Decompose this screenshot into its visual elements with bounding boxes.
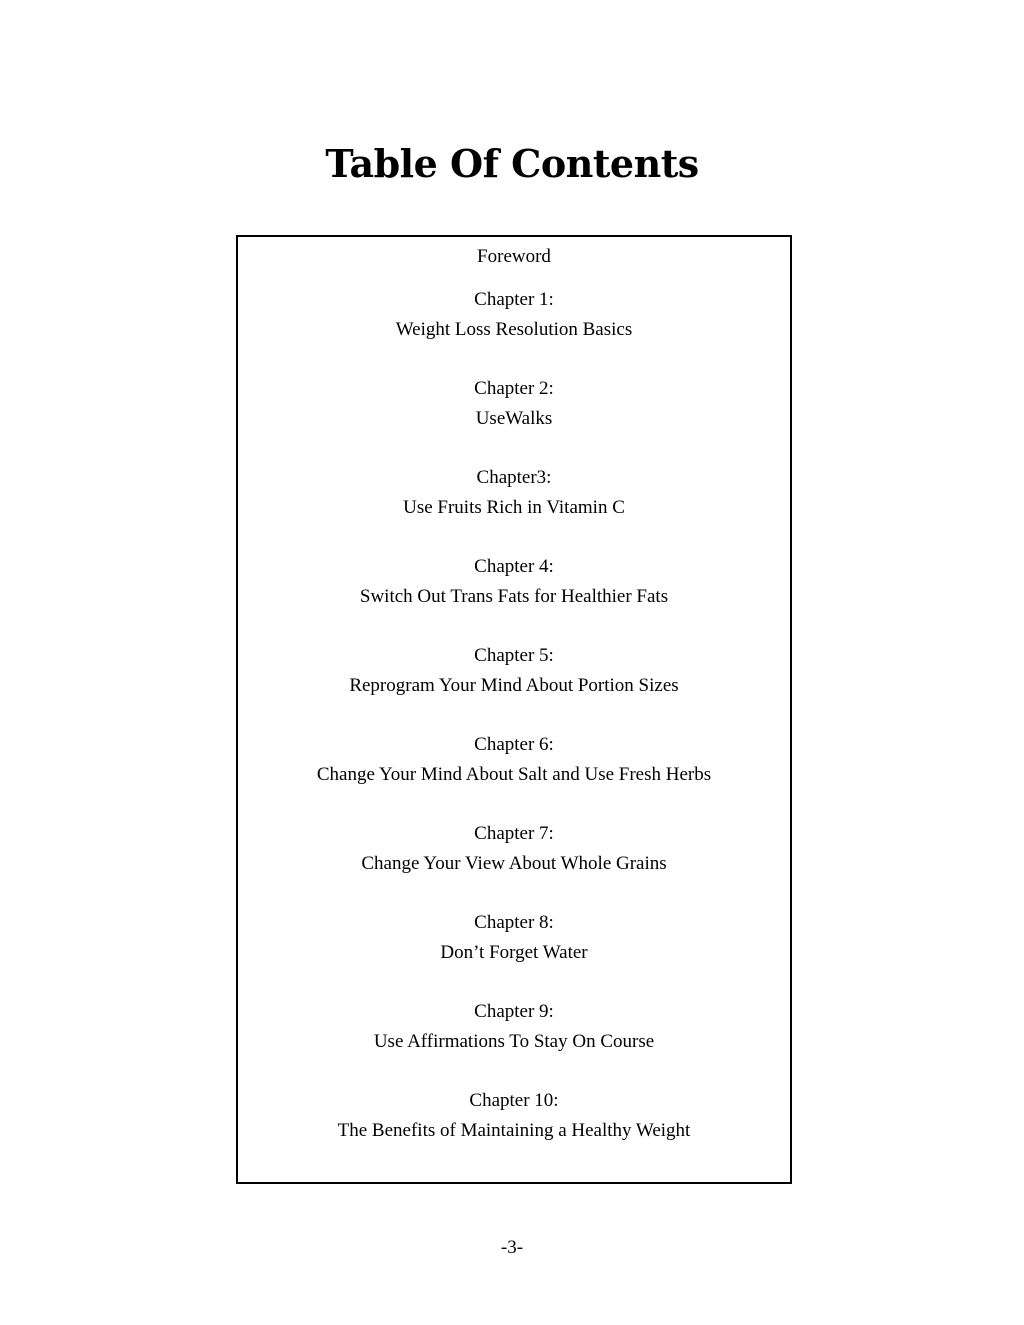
chapter-label: Chapter 4: (474, 556, 554, 577)
toc-entry-chapter-4[interactable] (238, 552, 790, 641)
chapter-label: Chapter 2: (474, 378, 554, 399)
toc-entry-chapter-5[interactable] (238, 641, 790, 730)
chapter-label: Chapter 5: (474, 645, 554, 666)
chapter-label: Chapter 9: (474, 1001, 554, 1022)
toc-entry-chapter-6[interactable] (238, 730, 790, 819)
toc-entry-chapter-10[interactable] (238, 1086, 790, 1175)
toc-entry-chapter-8[interactable] (238, 908, 790, 997)
toc-entry-chapter-2[interactable] (238, 374, 790, 463)
toc-list (238, 285, 790, 1175)
chapter-title: The Benefits of Maintaining a Healthy Weight (337, 1120, 691, 1141)
chapter-label: Chapter 1: (474, 289, 554, 310)
chapter-title: Reprogram Your Mind About Portion Sizes (349, 675, 679, 696)
chapter-label: Chapter 7: (474, 823, 554, 844)
chapter-title: Don’t Forget Water (440, 942, 588, 963)
chapter-title: Change Your Mind About Salt and Use Fresh Herbs (316, 764, 712, 785)
chapter-label: Chapter 8: (474, 912, 554, 933)
chapter-label: Chapter3: (476, 467, 552, 488)
page-number: -3- (500, 1237, 524, 1258)
chapter-label: Chapter 10: (469, 1090, 559, 1111)
chapter-title: Use Fruits Rich in Vitamin C (403, 497, 625, 518)
toc-entry-chapter-1[interactable] (238, 285, 790, 374)
chapter-title: Switch Out Trans Fats for Healthier Fats (359, 586, 669, 607)
toc-box (236, 235, 792, 1184)
toc-entry-chapter-7[interactable] (238, 819, 790, 908)
toc-entry-chapter-3[interactable] (238, 463, 790, 552)
toc-foreword[interactable]: Foreword (477, 246, 551, 267)
chapter-title: Weight Loss Resolution Basics (395, 319, 633, 340)
chapter-label: Chapter 6: (474, 734, 554, 755)
toc-entry-chapter-9[interactable] (238, 997, 790, 1086)
chapter-title: Use Affirmations To Stay On Course (373, 1031, 655, 1052)
chapter-title: Change Your View About Whole Grains (361, 853, 667, 874)
page-title: Table Of Contents (325, 141, 699, 186)
chapter-title: UseWalks (475, 408, 553, 429)
